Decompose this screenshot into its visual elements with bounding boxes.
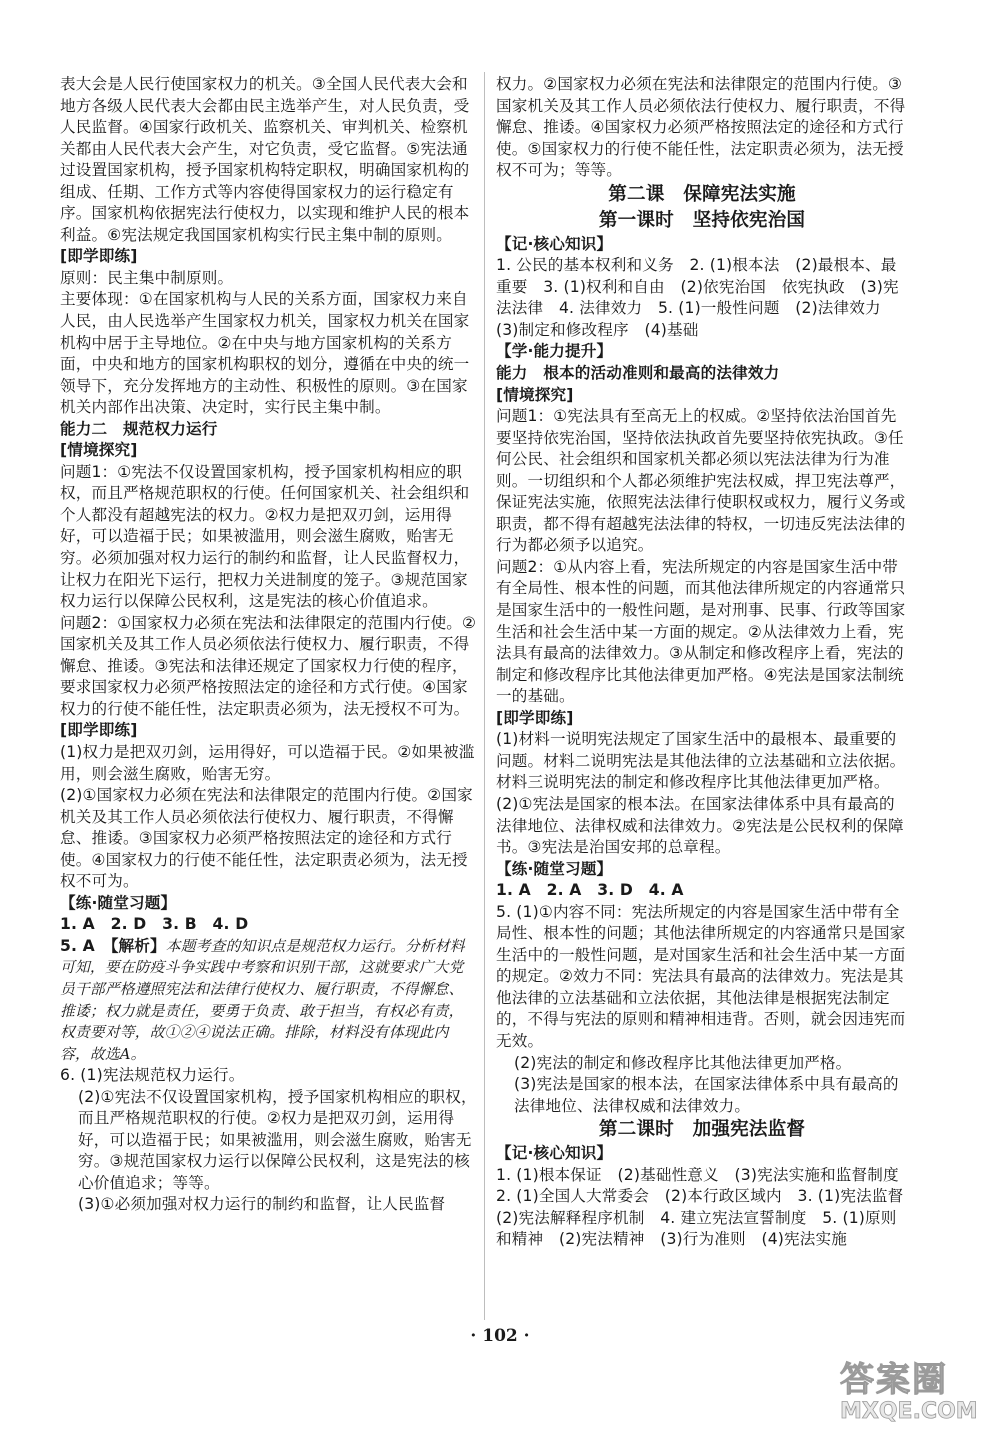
column-divider: [484, 72, 485, 1320]
body-paragraph: (1)权力是把双刃剑，运用得好，可以造福于民。②如果被滥用，则会滋生腐败，贻害无穷。: [60, 742, 475, 783]
body-paragraph: 主要体现：①在国家机构与人民的关系方面，国家权力来自人民，由人民选举产生国家权力机关，国家权力机关在国家机构中居于主导地位。②在中央与地方国家机构的关系方面，中央和地方的国家机构职权的划分，遵循在中央的统一领导下，充分发挥地方的主动性、积极性的原则。③在国家机关内部作出决策、决定时，实行民主集中制。: [60, 290, 470, 417]
answer-explanation: [60, 936, 478, 1065]
period-title: 第一课时 坚持依宪治国: [598, 209, 806, 231]
right-column: [496, 74, 920, 1251]
section-label: [即学即练]: [60, 721, 138, 740]
section-label: 【学·能力提升】: [496, 342, 613, 361]
body-paragraph: 问题2：①国家权力必须在宪法和法律限定的范围内行使。②国家机关及其工作人员必须依法行使权力、履行职责，不得懈怠、推诿。③宪法和法律还规定了国家权力行使的程序，要求国家权力必须严格按照法定的途径和方式行使。④国家权力的行使不能任性，法定职责必须为，法无授权不可为。: [60, 613, 477, 718]
section-label: 【记·核心知识】: [496, 1144, 613, 1163]
body-paragraph: 表大会是人民行使国家权力的机关。③全国人民代表大会和地方各级人民代表大会都由民主选举产生，对人民负责，受人民监督。④国家行政机关、监察机关、审判机关、检察机关都由人民代表大会产生，对它负责，受它监督。⑤宪法通过设置国家机构，授予国家机构特定职权，明确国家机构的组成、任期、工作方式等内容使得国家权力的运行稳定有序。国家机构依据宪法行使权力，以实现和维护人民的根本利益。⑥宪法规定我国国家机构实行民主集中制的原则。: [60, 75, 470, 244]
watermark-logo-text: 答案圈: [840, 1360, 948, 1400]
body-paragraph: 问题1：①宪法具有至高无上的权威。②坚持依法治国首先要坚持依宪治国，坚持依法执政首先要坚持依宪执政。③任何公民、社会组织和国家机关都必须以宪法法律为行为准则。一切组织和个人都必须维护宪法权威，捍卫宪法尊严，保证宪法实施，依照宪法法律行使职权或权力，履行义务或职责，都不得有超越宪法法律的特权，一切违反宪法法律的行为都必须予以追究。: [496, 407, 906, 555]
watermark-url: MXQE.COM: [840, 1399, 978, 1424]
body-paragraph: 1. 公民的基本权利和义务 2. (1)根本法 (2)最根本、最重要 3. (1)权利和自由 (2)依宪治国 依宪执政 (3)宪法法律 4. 法律效力 5. (1)一般性问题 (2)法律效力 (3)制定和修改程序 (4)基础: [496, 256, 899, 339]
body-paragraph: 问题1：①宪法不仅设置国家机构，授予国家机构相应的职权，而且严格规范职权的行使。任何国家机关、社会组织和个人都没有超越宪法的权力。②权力是把双刃剑，运用得好，可以造福于民；如果被滥用，则会滋生腐败，贻害无穷。必须加强对权力运行的制约和监督，让人民监督权力，让权力在阳光下运行，把权力关进制度的笼子。③规范国家权力运行以保障公民权利，这是宪法的核心价值追求。: [60, 462, 470, 611]
watermark-logo: [840, 1352, 988, 1430]
body-paragraph: (2)①宪法是国家的根本法。在国家法律体系中具有最高的法律地位、法律权威和法律效力。②宪法是公民权利的保障书。③宪法是治国安邦的总章程。: [496, 794, 904, 857]
answer-item: 5. (1)①内容不同：宪法所规定的内容是国家生活中带有全局性、根本性的问题；其他法律所规定的内容通常只是国家生活中的一般性问题，是对国家生活和社会生活中某一方面的规定。②效力不同：宪法具有最高的法律效力。宪法是其他法律的立法基础和立法依据，其他法律是根据宪法制定的，不得与宪法的原则和精神相违背。否则，就会因违宪而无效。: [496, 902, 906, 1050]
body-paragraph: 原则：民主集中制原则。: [60, 268, 234, 287]
section-label: 【记·核心知识】: [496, 234, 613, 253]
section-label: 【练·随堂习题】: [60, 893, 177, 912]
answer-subitem: (2)宪法的制定和修改程序比其他法律更加严格。: [514, 1053, 852, 1072]
answer-subitem: (2)①宪法不仅设置国家机构，授予国家机构相应的职权，而且严格规范职权的行使。②权力是把双刃剑，运用得好，可以造福于民；如果被滥用，则会滋生腐败，贻害无穷。③规范国家权力运行以保障公民权利，这是宪法的核心价值追求；等等。: [78, 1087, 477, 1192]
answer-explanation-lead: 5. A 【解析】: [60, 936, 166, 955]
period-title: 第二课时 加强宪法监督: [598, 1119, 806, 1141]
left-column: [60, 74, 478, 1216]
subheading: 1. A 2. A 3. D 4. A: [496, 881, 684, 900]
answer-item: 6. (1)宪法规范权力运行。: [60, 1066, 245, 1085]
subheading: 能力 根本的活动准则和最高的法律效力: [496, 364, 780, 383]
body-paragraph: (1)材料一说明宪法规定了国家生活中的最根本、最重要的问题。材料二说明宪法是其他法律的立法基础和立法依据。材料三说明宪法的制定和修改程序比其他法律更加严格。: [496, 730, 906, 792]
section-label: [情境探究]: [496, 385, 574, 404]
subheading: 1. A 2. D 3. B 4. D: [60, 915, 249, 934]
section-label: [情境探究]: [60, 441, 138, 460]
answer-subitem: (3)宪法是国家的根本法，在国家法律体系中具有最高的法律地位、法律权威和法律效力。: [514, 1075, 899, 1115]
section-label: [即学即练]: [60, 247, 138, 266]
body-paragraph: 1. (1)根本保证 (2)基础性意义 (3)宪法实施和监督制度 2. (1)全国人大常委会 (2)本行政区域内 3. (1)宪法监督 (2)宪法解释程序机制 4. 建立宪法宣誓制度 5. (1)原则和精神 (2)宪法精神 (3)行为准则 (4)宪法实施: [496, 1165, 920, 1249]
answer-explanation-text: 本题考查的知识点是规范权力运行。分析材料可知，要在防疫斗争实践中考察和识别干部，这就要求广大党员干部严格遵照宪法和法律行使权力、履行职责，不得懈怠、推诿；权力就是责任，要勇于负责、敢于担当，有权必有责，权责要对等，故①②④说法正确。排除，材料没有体现此内容，故选A。: [60, 937, 465, 1063]
section-label: 【练·随堂习题】: [496, 859, 613, 878]
lesson-title: 第二课 保障宪法实施: [608, 183, 796, 205]
section-label: [即学即练]: [496, 708, 574, 727]
answer-subitem: (3)①必须加强对权力运行的制约和监督，让人民监督: [78, 1195, 446, 1214]
body-paragraph: (2)①国家权力必须在宪法和法律限定的范围内行使。②国家机关及其工作人员必须依法行使权力、履行职责，不得懈怠、推诿。③国家权力必须严格按照法定的途径和方式行使。④国家权力的行使不能任性，法定职责必须为，法无授权不可为。: [60, 786, 473, 891]
page-number: · 102 ·: [470, 1326, 530, 1346]
body-paragraph: 问题2：①从内容上看，宪法所规定的内容是国家生活中带有全局性、根本性的问题，而其他法律所规定的内容通常只是国家生活中的一般性问题，是对刑事、民事、行政等国家生活和社会生活中某一方面的规定。②从法律效力上看，宪法具有最高的法律效力。③从制定和修改程序上看，宪法的制定和修改程序比其他法律更加严格。④宪法是国家法制统一的基础。: [496, 557, 906, 706]
subheading: 能力二 规范权力运行: [60, 419, 218, 438]
body-paragraph: 权力。②国家权力必须在宪法和法律限定的范围内行使。③国家机关及其工作人员必须依法行使权力、履行职责，不得懈怠、推诿。④国家权力必须严格按照法定的途径和方式行使。⑤国家权力的行使不能任性，法定职责必须为，法无授权不可为；等等。: [496, 75, 906, 180]
